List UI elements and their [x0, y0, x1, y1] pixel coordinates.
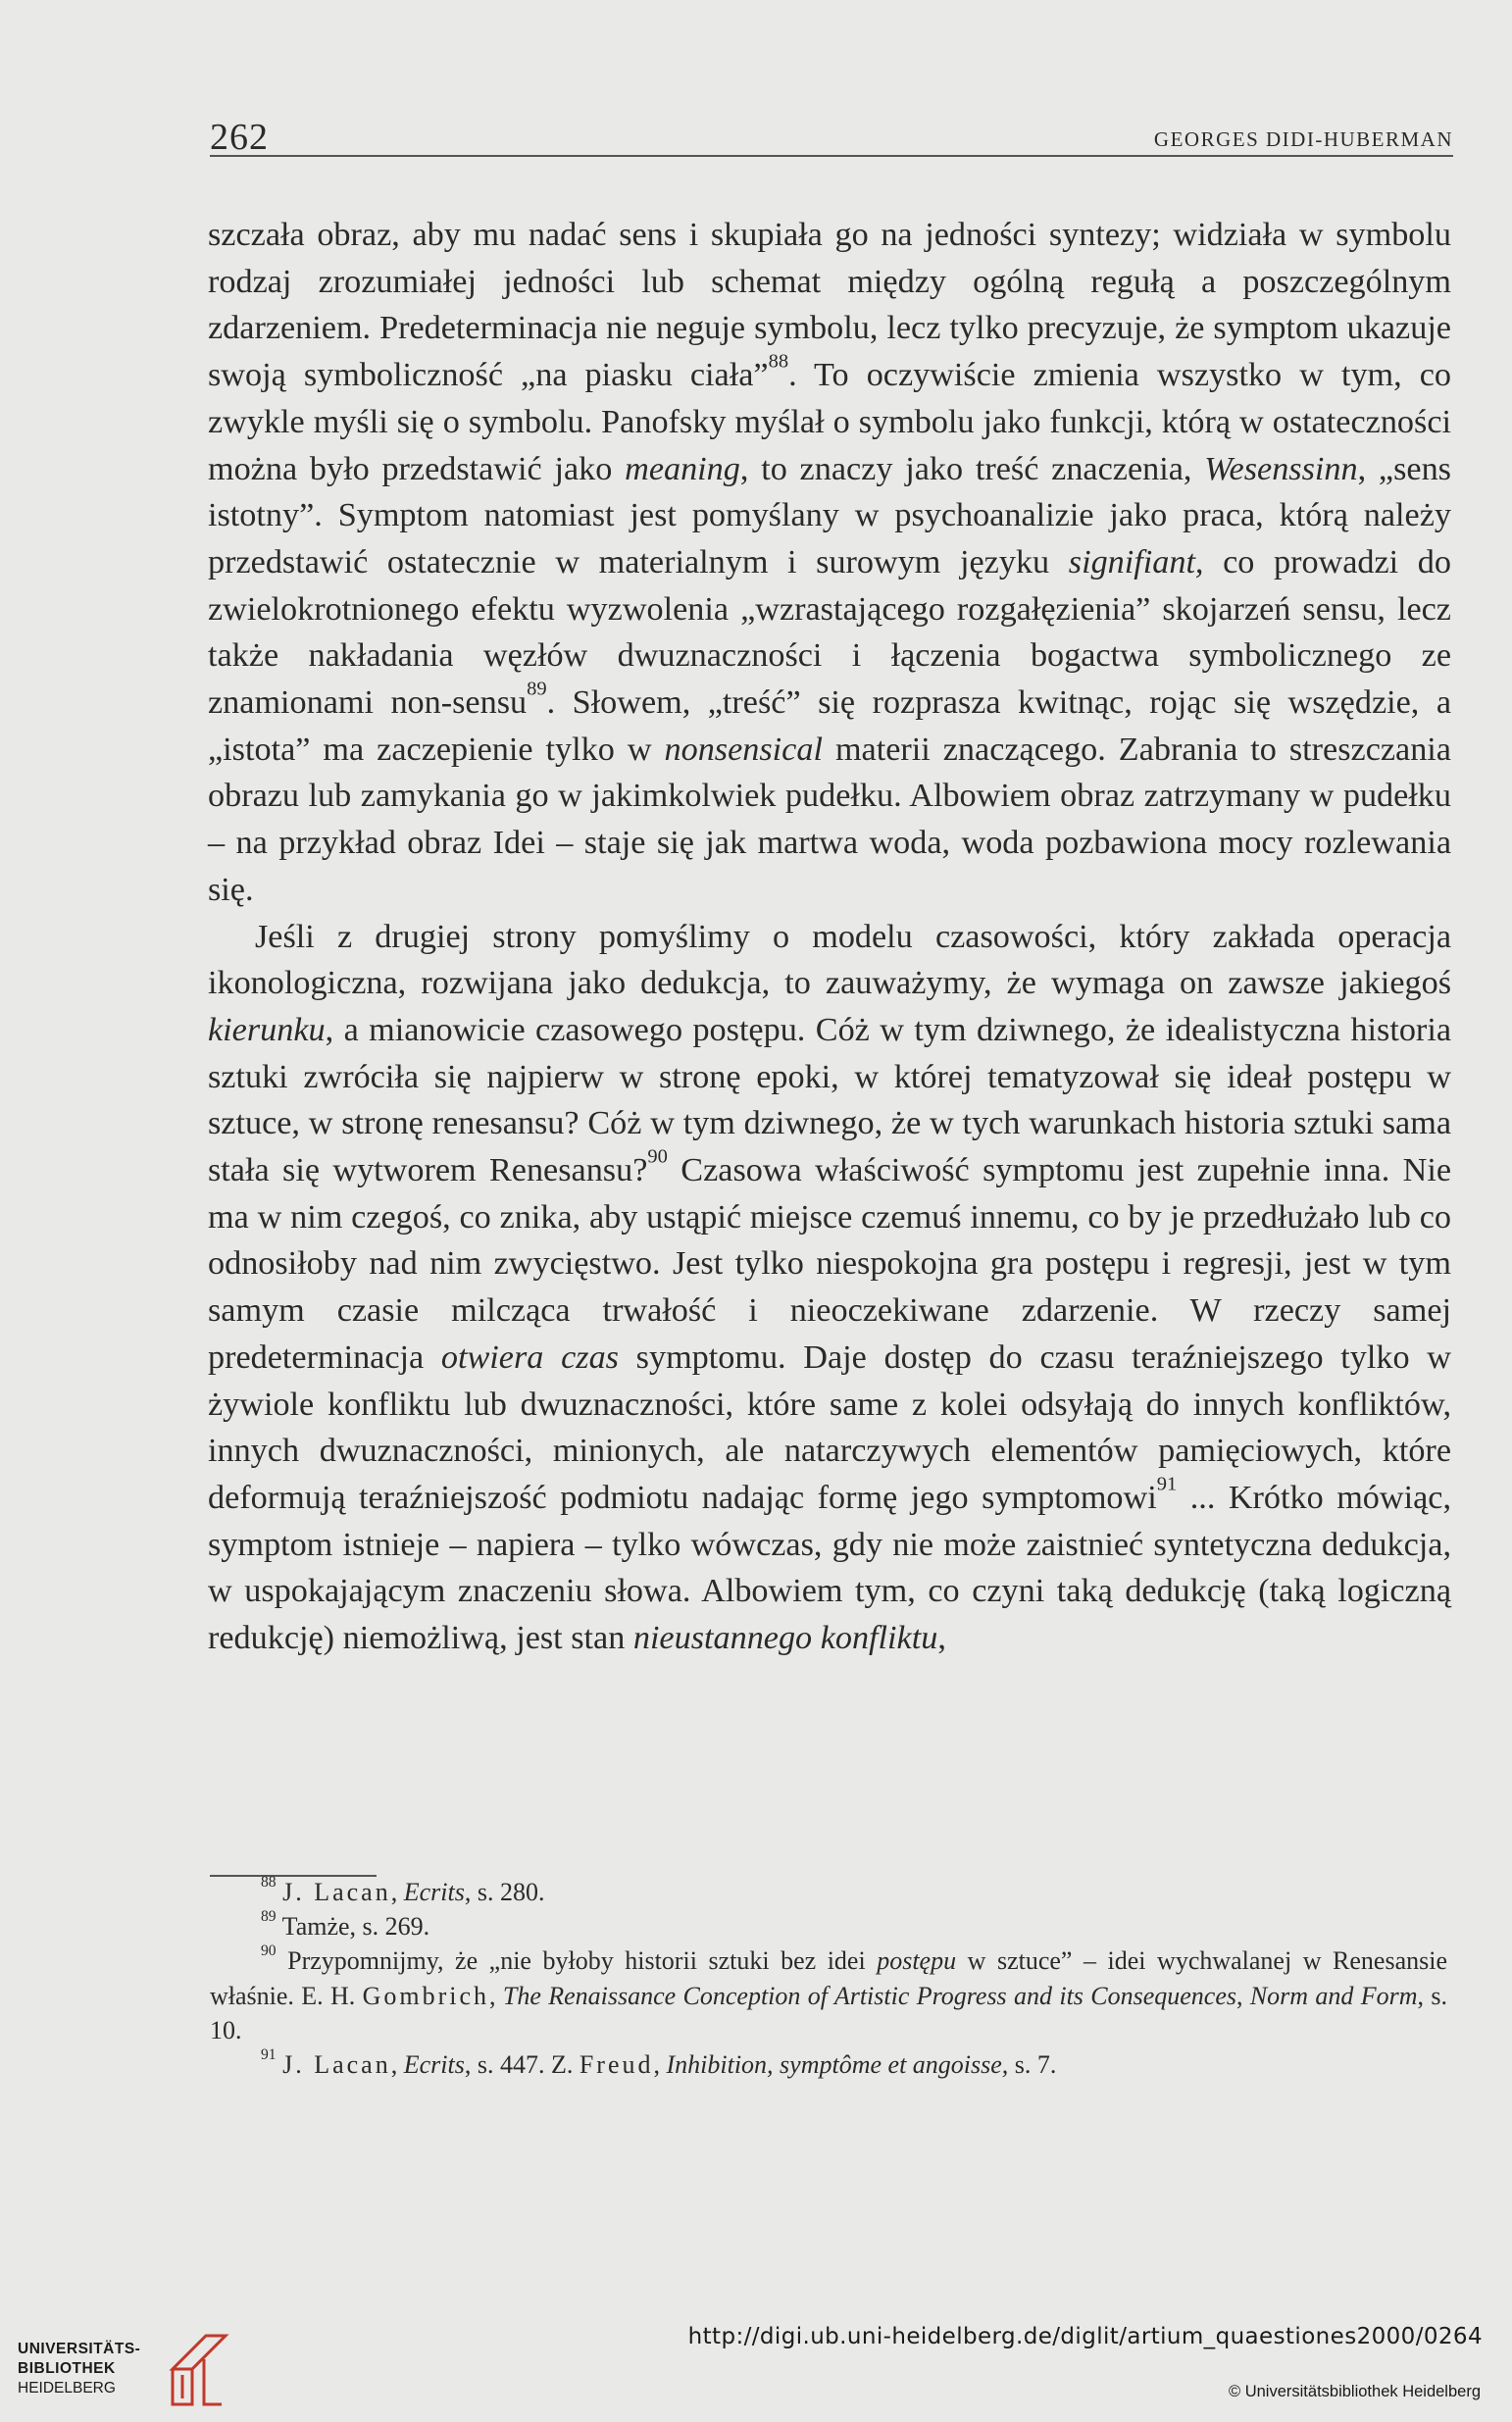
italic-term: signifiant,: [1068, 543, 1204, 580]
paragraph-1: [208, 212, 1451, 914]
text-run: ... Krótko mówiąc, symptom istnieje – napiera – tylko wówczas, gdy nie może zaistnieć syntetyczna dedukcja, w uspokajającym znaczeniu słowa. Albowiem tym, co czyni taką dedukcję (taką logiczną redukcję) niemożliwą, jest stan: [208, 1479, 1451, 1657]
italic-term: nonsensical: [664, 731, 823, 768]
footnote-author: J. Lacan: [282, 2050, 391, 2080]
source-url[interactable]: http://digi.ub.uni-heidelberg.de/diglit/artium_quaestiones2000/0264: [687, 2324, 1483, 2349]
italic-term: Wesenssinn: [1204, 450, 1358, 487]
library-name: [18, 2340, 140, 2398]
footnote-text: w sztuce” – idei wychwalanej w Renesansie właśnie. E. H.: [210, 1946, 1447, 2010]
italic-term: nieustannego konfliktu: [632, 1620, 938, 1657]
footnote-ref-88: 88: [768, 350, 789, 373]
text-run: , „sens istotny”. Symptom natomiast jest pomyślany w psychoanalizie jako praca, którą należy przedstawić ostatecznie w materialnym i surowym języku: [208, 450, 1451, 580]
footnote-text: s. 7.: [1008, 2050, 1057, 2080]
footnote-author: J. Lacan: [282, 1878, 391, 1906]
running-head: GEORGES DIDI-HUBERMAN: [1153, 127, 1453, 151]
footnote-text: , s. 10.: [210, 1981, 1448, 2044]
text-run: co prowadzi do zwielokrotnionego efektu wyzwolenia „wzrastającego rozgałęzienia” skojarzeń sensu, lecz także nakładania węzłów dwuznaczności i łączenia bogactwa symbolicznego ze znamionami non-sensu: [208, 543, 1451, 722]
footnote-number: 90: [261, 1943, 277, 1960]
text-run: materii znaczącego. Zabrania to streszczania obrazu lub zamykania go w jakimkolwiek pudełku. Albowiem obraz zatrzymany w pudełku – na przykład obraz Idei – staje się jak martwa woda, woda pozbawiona mocy rozlewania się.: [208, 731, 1451, 908]
footnote-text: Tamże, s. 269.: [281, 1912, 430, 1942]
footnote-title: Norm and Form: [1249, 1981, 1418, 2010]
footnote-author: Freud: [579, 2050, 654, 2080]
footnote-ref-89: 89: [527, 678, 547, 700]
footnote-ref-91: 91: [1156, 1473, 1178, 1495]
text-run: , to znaczy jako treść znaczenia,: [739, 450, 1205, 487]
footnote-text: , s. 280.: [464, 1878, 545, 1906]
library-logo-icon: [165, 2330, 233, 2408]
footnote-title: Ecrits: [403, 2050, 465, 2080]
footnote-text: ,: [390, 2050, 404, 2080]
footnote-text: ,: [489, 1981, 503, 2010]
library-name-line: HEIDELBERG: [18, 2380, 116, 2397]
text-run: . To oczywiście zmienia wszystko w tym, co zwykle myśli się o symbolu. Panofsky myślał o symbolu jako funkcji, którą w ostateczności można było przedstawić jako: [208, 357, 1451, 487]
italic-term: otwiera czas: [440, 1338, 619, 1376]
main-text: [208, 212, 1451, 1662]
footnote-text: ,: [653, 2050, 667, 2080]
library-name-line: UNIVERSITÄTS-: [18, 2341, 141, 2357]
footnote-italic: postępu: [877, 1946, 957, 1976]
footnote-number: 91: [261, 2045, 277, 2063]
page-number: 262: [210, 117, 269, 158]
text-run: , a mianowicie czasowego postępu. Cóż w tym dziwnego, że idealistyczna historia sztuki zwróciła się najpierw w stronę epoki, w której tematyzował się ideał postępu w sztuce, w stronę renesansu? Cóż w tym dziwnego, że w tych warunkach historia sztuki sama stała się wytworem Renesansu?: [208, 1011, 1451, 1189]
library-name-line: BIBLIOTHEK: [18, 2360, 116, 2377]
italic-term: meaning: [625, 450, 740, 487]
text-run: . Słowem, „treść” się rozprasza kwitnąc, rojąc się wszędzie, a „istota” ma zaczepienie tylko w: [208, 684, 1452, 768]
text-run: ,: [937, 1620, 946, 1657]
footnote-88: $^{88}$ J. Lacan, Ecrits, s. 280.: [261, 1873, 545, 1906]
footnote-author: Gombrich: [362, 1981, 490, 2010]
copyright-notice: © Universitätsbibliothek Heidelberg: [1228, 2383, 1481, 2400]
footnote-text: , s. 447. Z.: [464, 2050, 580, 2080]
library-logo-block: [18, 2330, 253, 2408]
text-run: Jeśli z drugiej strony pomyślimy o modelu czasowości, który zakłada operacja ikonologiczna, rozwijana jako dedukcja, to zauważymy, że wymaga on zawsze jakiegoś: [208, 918, 1451, 1002]
italic-term: kierunku: [208, 1011, 326, 1048]
footnote-ref-90: 90: [647, 1145, 668, 1168]
text-run: szczała obraz, aby mu nadać sens i skupiała go na jedności syntezy; widziała w symbolu rodzaj zrozumiałej jedności lub schemat między ogólną regułą a poszczególnym zdarzeniem. Predeterminacja nie neguje symbolu, lecz tylko precyzuje, że symptom ukazuje swoją symboliczność „na piasku ciała”: [208, 217, 1451, 394]
page-header: [210, 106, 1453, 157]
footnote-text: ,: [1236, 1981, 1250, 2010]
footnotes: [210, 1875, 1447, 2082]
paragraph-2: [208, 914, 1451, 1662]
text-run: Czasowa właściwość symptomu jest zupełnie inna. Nie ma w nim czegoś, co znika, aby ustąpić miejsce czemuś innemu, co by je przedłużało lub co odnosiłoby nad nim zwycięstwo. Jest tylko niespokojna gra postępu i regresji, jest w tym samym czasie milcząca trwałość i nieoczekiwane zdarzenie. W rzeczy samej predeterminacja: [208, 1152, 1452, 1376]
footnote-title: Inhibition, symptôme et angoisse,: [666, 2050, 1009, 2080]
footnote-90: [210, 1943, 1447, 2047]
footnote-text: Przypomnijmy, że „nie byłoby historii sztuki bez idei: [287, 1946, 878, 1976]
footnote-number: 89: [261, 1908, 277, 1926]
footnote-91: [210, 2047, 1447, 2082]
footnote-title: Ecrits: [403, 1878, 465, 1906]
footnote-89: [210, 1909, 1447, 1943]
text-run: symptomu. Daje dostęp do czasu teraźniejszego tylko w żywiole konfliktu lub dwuznaczności, które same z kolei odsyłają do innych konfliktów, innych dwuznaczności, minionych, ale natarczywych elementów pamięciowych, które deformują teraźniejszość podmiotu nadając formę jego symptomowi: [208, 1338, 1451, 1516]
footnote-number: 88: [261, 1873, 277, 1891]
footnote-title: The Renaissance Conception of Artistic Progress and its Consequences: [502, 1981, 1236, 2010]
